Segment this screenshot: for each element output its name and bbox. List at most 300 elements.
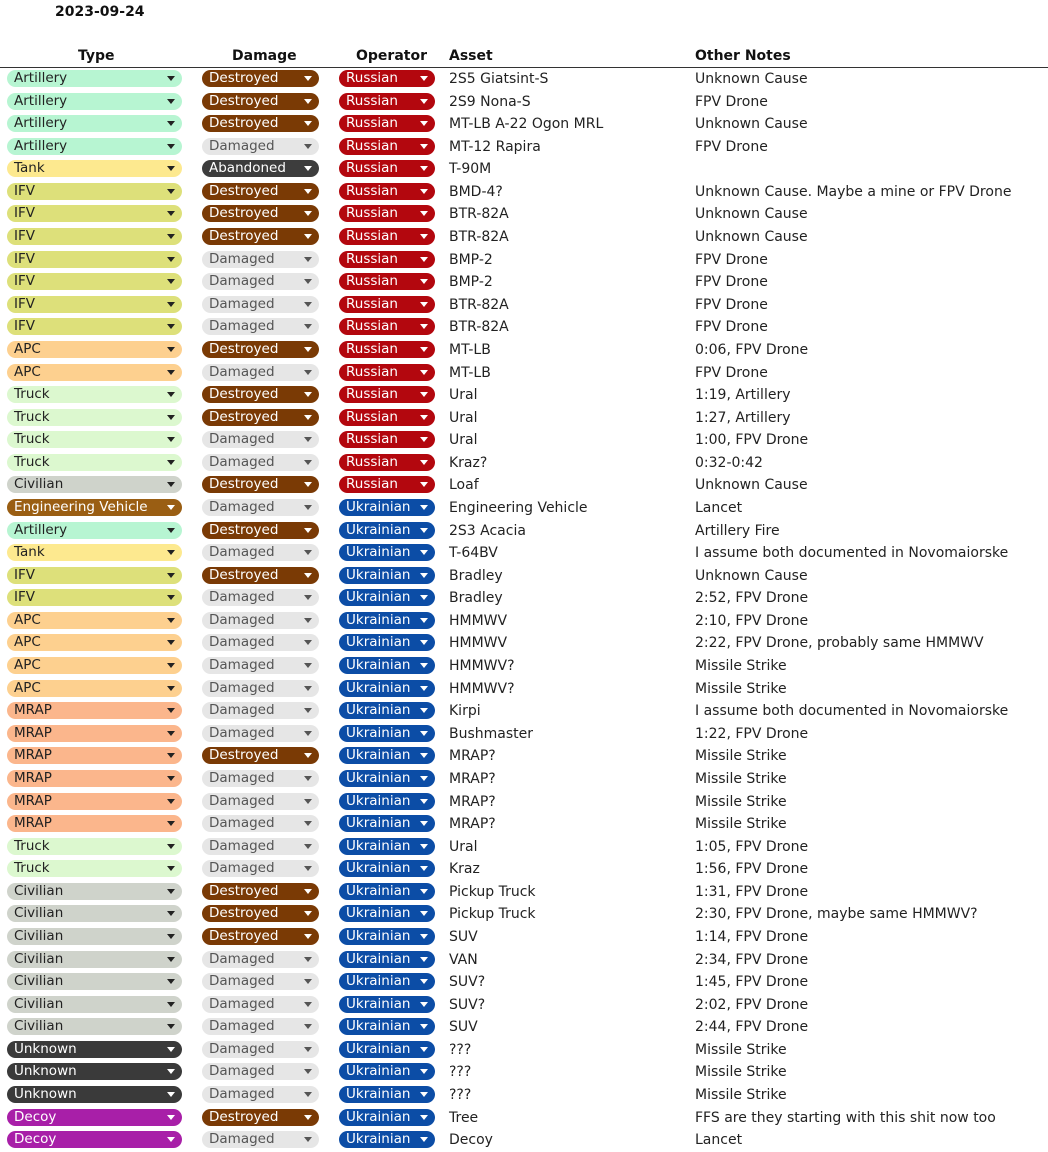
- header-type[interactable]: Type: [78, 48, 115, 64]
- notes-cell[interactable]: 2:30, FPV Drone, maybe same HMMWV?: [695, 906, 978, 923]
- dropdown-arrow-icon[interactable]: [304, 573, 312, 578]
- notes-cell[interactable]: Missile Strike: [695, 770, 787, 787]
- dropdown-arrow-icon[interactable]: [420, 505, 428, 510]
- type-dropdown[interactable]: [7, 702, 182, 719]
- operator-dropdown[interactable]: [339, 1086, 435, 1103]
- asset-cell[interactable]: Pickup Truck: [449, 906, 536, 923]
- damage-dropdown[interactable]: [202, 725, 319, 742]
- dropdown-arrow-icon[interactable]: [304, 482, 312, 487]
- operator-dropdown[interactable]: [339, 612, 435, 629]
- dropdown-arrow-icon[interactable]: [167, 844, 175, 849]
- operator-dropdown[interactable]: [339, 815, 435, 832]
- dropdown-arrow-icon[interactable]: [420, 144, 428, 149]
- damage-dropdown[interactable]: [202, 838, 319, 855]
- notes-cell[interactable]: 2:22, FPV Drone, probably same HMMWV: [695, 635, 984, 652]
- notes-cell[interactable]: Missile Strike: [695, 793, 787, 810]
- notes-cell[interactable]: 1:19, Artillery: [695, 387, 791, 404]
- notes-cell[interactable]: 2:02, FPV Drone: [695, 996, 809, 1013]
- notes-cell[interactable]: Missile Strike: [695, 1041, 787, 1058]
- type-dropdown[interactable]: [7, 770, 182, 787]
- dropdown-arrow-icon[interactable]: [304, 957, 312, 962]
- dropdown-arrow-icon[interactable]: [420, 957, 428, 962]
- operator-dropdown[interactable]: [339, 725, 435, 742]
- notes-cell[interactable]: Missile Strike: [695, 816, 787, 833]
- asset-cell[interactable]: T-90M: [449, 161, 492, 178]
- notes-cell[interactable]: FPV Drone: [695, 364, 768, 381]
- dropdown-arrow-icon[interactable]: [304, 99, 312, 104]
- type-dropdown[interactable]: [7, 499, 182, 516]
- asset-cell[interactable]: MRAP?: [449, 793, 496, 810]
- asset-cell[interactable]: BMP-2: [449, 251, 493, 268]
- dropdown-arrow-icon[interactable]: [167, 324, 175, 329]
- notes-cell[interactable]: 1:31, FPV Drone: [695, 883, 809, 900]
- type-dropdown[interactable]: [7, 431, 182, 448]
- dropdown-arrow-icon[interactable]: [167, 799, 175, 804]
- dropdown-arrow-icon[interactable]: [304, 640, 312, 645]
- dropdown-arrow-icon[interactable]: [420, 1115, 428, 1120]
- damage-dropdown[interactable]: [202, 160, 319, 177]
- dropdown-arrow-icon[interactable]: [420, 437, 428, 442]
- type-dropdown[interactable]: [7, 93, 182, 110]
- dropdown-arrow-icon[interactable]: [420, 550, 428, 555]
- damage-dropdown[interactable]: [202, 612, 319, 629]
- dropdown-arrow-icon[interactable]: [420, 573, 428, 578]
- dropdown-arrow-icon[interactable]: [304, 324, 312, 329]
- asset-cell[interactable]: BTR-82A: [449, 296, 509, 313]
- operator-dropdown[interactable]: [339, 589, 435, 606]
- dropdown-arrow-icon[interactable]: [167, 708, 175, 713]
- dropdown-arrow-icon[interactable]: [167, 550, 175, 555]
- notes-cell[interactable]: 1:27, Artillery: [695, 409, 791, 426]
- asset-cell[interactable]: Ural: [449, 432, 478, 449]
- operator-dropdown[interactable]: [339, 431, 435, 448]
- operator-dropdown[interactable]: [339, 1131, 435, 1148]
- asset-cell[interactable]: T-64BV: [449, 545, 498, 562]
- asset-cell[interactable]: MT-12 Rapira: [449, 138, 541, 155]
- notes-cell[interactable]: Missile Strike: [695, 658, 787, 675]
- damage-dropdown[interactable]: [202, 680, 319, 697]
- type-dropdown[interactable]: [7, 1131, 182, 1148]
- dropdown-arrow-icon[interactable]: [167, 1069, 175, 1074]
- type-dropdown[interactable]: [7, 928, 182, 945]
- asset-cell[interactable]: Kraz?: [449, 454, 488, 471]
- dropdown-arrow-icon[interactable]: [420, 166, 428, 171]
- dropdown-arrow-icon[interactable]: [420, 753, 428, 758]
- dropdown-arrow-icon[interactable]: [167, 302, 175, 307]
- dropdown-arrow-icon[interactable]: [304, 415, 312, 420]
- dropdown-arrow-icon[interactable]: [304, 821, 312, 826]
- notes-cell[interactable]: Unknown Cause: [695, 567, 808, 584]
- dropdown-arrow-icon[interactable]: [304, 979, 312, 984]
- dropdown-arrow-icon[interactable]: [304, 753, 312, 758]
- operator-dropdown[interactable]: [339, 115, 435, 132]
- dropdown-arrow-icon[interactable]: [420, 257, 428, 262]
- dropdown-arrow-icon[interactable]: [304, 708, 312, 713]
- dropdown-arrow-icon[interactable]: [167, 415, 175, 420]
- type-dropdown[interactable]: [7, 747, 182, 764]
- dropdown-arrow-icon[interactable]: [304, 776, 312, 781]
- dropdown-arrow-icon[interactable]: [167, 99, 175, 104]
- operator-dropdown[interactable]: [339, 860, 435, 877]
- dropdown-arrow-icon[interactable]: [304, 1115, 312, 1120]
- dropdown-arrow-icon[interactable]: [167, 753, 175, 758]
- header-damage[interactable]: Damage: [232, 48, 297, 64]
- damage-dropdown[interactable]: [202, 905, 319, 922]
- operator-dropdown[interactable]: [339, 928, 435, 945]
- dropdown-arrow-icon[interactable]: [304, 437, 312, 442]
- dropdown-arrow-icon[interactable]: [167, 731, 175, 736]
- damage-dropdown[interactable]: [202, 318, 319, 335]
- dropdown-arrow-icon[interactable]: [420, 640, 428, 645]
- operator-dropdown[interactable]: [339, 160, 435, 177]
- dropdown-arrow-icon[interactable]: [304, 1047, 312, 1052]
- dropdown-arrow-icon[interactable]: [420, 686, 428, 691]
- type-dropdown[interactable]: [7, 364, 182, 381]
- dropdown-arrow-icon[interactable]: [304, 550, 312, 555]
- asset-cell[interactable]: MRAP?: [449, 748, 496, 765]
- dropdown-arrow-icon[interactable]: [420, 821, 428, 826]
- damage-dropdown[interactable]: [202, 454, 319, 471]
- asset-cell[interactable]: SUV: [449, 1019, 478, 1036]
- operator-dropdown[interactable]: [339, 1109, 435, 1126]
- dropdown-arrow-icon[interactable]: [304, 1092, 312, 1097]
- damage-dropdown[interactable]: [202, 205, 319, 222]
- type-dropdown[interactable]: [7, 183, 182, 200]
- operator-dropdown[interactable]: [339, 793, 435, 810]
- dropdown-arrow-icon[interactable]: [304, 347, 312, 352]
- asset-cell[interactable]: MT-LB A-22 Ogon MRL: [449, 116, 604, 133]
- notes-cell[interactable]: 1:45, FPV Drone: [695, 974, 809, 991]
- operator-dropdown[interactable]: [339, 522, 435, 539]
- notes-cell[interactable]: FFS are they starting with this shit now too: [695, 1109, 996, 1126]
- dropdown-arrow-icon[interactable]: [167, 505, 175, 510]
- asset-cell[interactable]: BMD-4?: [449, 183, 503, 200]
- notes-cell[interactable]: Missile Strike: [695, 680, 787, 697]
- type-dropdown[interactable]: [7, 341, 182, 358]
- dropdown-arrow-icon[interactable]: [304, 144, 312, 149]
- asset-cell[interactable]: MRAP?: [449, 770, 496, 787]
- dropdown-arrow-icon[interactable]: [420, 663, 428, 668]
- notes-cell[interactable]: FPV Drone: [695, 93, 768, 110]
- asset-cell[interactable]: SUV?: [449, 974, 486, 991]
- dropdown-arrow-icon[interactable]: [420, 844, 428, 849]
- operator-dropdown[interactable]: [339, 454, 435, 471]
- damage-dropdown[interactable]: [202, 431, 319, 448]
- dropdown-arrow-icon[interactable]: [167, 934, 175, 939]
- asset-cell[interactable]: Bushmaster: [449, 725, 534, 742]
- asset-cell[interactable]: Ural: [449, 409, 478, 426]
- operator-dropdown[interactable]: [339, 996, 435, 1013]
- dropdown-arrow-icon[interactable]: [304, 392, 312, 397]
- asset-cell[interactable]: MT-LB: [449, 341, 491, 358]
- type-dropdown[interactable]: [7, 476, 182, 493]
- asset-cell[interactable]: BTR-82A: [449, 319, 509, 336]
- dropdown-arrow-icon[interactable]: [167, 189, 175, 194]
- operator-dropdown[interactable]: [339, 205, 435, 222]
- dropdown-arrow-icon[interactable]: [304, 799, 312, 804]
- notes-cell[interactable]: FPV Drone: [695, 138, 768, 155]
- dropdown-arrow-icon[interactable]: [167, 911, 175, 916]
- notes-cell[interactable]: Missile Strike: [695, 1064, 787, 1081]
- dropdown-arrow-icon[interactable]: [304, 889, 312, 894]
- type-dropdown[interactable]: [7, 1086, 182, 1103]
- notes-cell[interactable]: Unknown Cause: [695, 229, 808, 246]
- operator-dropdown[interactable]: [339, 364, 435, 381]
- operator-dropdown[interactable]: [339, 341, 435, 358]
- dropdown-arrow-icon[interactable]: [420, 618, 428, 623]
- damage-dropdown[interactable]: [202, 973, 319, 990]
- asset-cell[interactable]: Ural: [449, 838, 478, 855]
- asset-cell[interactable]: BTR-82A: [449, 206, 509, 223]
- notes-cell[interactable]: Unknown Cause: [695, 477, 808, 494]
- damage-dropdown[interactable]: [202, 115, 319, 132]
- damage-dropdown[interactable]: [202, 1131, 319, 1148]
- notes-cell[interactable]: I assume both documented in Novomaiorske: [695, 545, 1009, 562]
- asset-cell[interactable]: HMMWV: [449, 635, 508, 652]
- operator-dropdown[interactable]: [339, 476, 435, 493]
- damage-dropdown[interactable]: [202, 544, 319, 561]
- damage-dropdown[interactable]: [202, 770, 319, 787]
- header-notes[interactable]: Other Notes: [695, 48, 791, 64]
- type-dropdown[interactable]: [7, 522, 182, 539]
- dropdown-arrow-icon[interactable]: [420, 370, 428, 375]
- operator-dropdown[interactable]: [339, 905, 435, 922]
- dropdown-arrow-icon[interactable]: [167, 234, 175, 239]
- asset-cell[interactable]: Ural: [449, 387, 478, 404]
- damage-dropdown[interactable]: [202, 138, 319, 155]
- notes-cell[interactable]: Unknown Cause: [695, 206, 808, 223]
- dropdown-arrow-icon[interactable]: [420, 415, 428, 420]
- dropdown-arrow-icon[interactable]: [167, 528, 175, 533]
- type-dropdown[interactable]: [7, 634, 182, 651]
- dropdown-arrow-icon[interactable]: [167, 279, 175, 284]
- damage-dropdown[interactable]: [202, 996, 319, 1013]
- dropdown-arrow-icon[interactable]: [167, 144, 175, 149]
- dropdown-arrow-icon[interactable]: [420, 302, 428, 307]
- operator-dropdown[interactable]: [339, 409, 435, 426]
- dropdown-arrow-icon[interactable]: [304, 279, 312, 284]
- dropdown-arrow-icon[interactable]: [167, 392, 175, 397]
- dropdown-arrow-icon[interactable]: [304, 731, 312, 736]
- operator-dropdown[interactable]: [339, 747, 435, 764]
- dropdown-arrow-icon[interactable]: [420, 911, 428, 916]
- type-dropdown[interactable]: [7, 1018, 182, 1035]
- dropdown-arrow-icon[interactable]: [167, 76, 175, 81]
- asset-cell[interactable]: Kirpi: [449, 703, 481, 720]
- notes-cell[interactable]: FPV Drone: [695, 296, 768, 313]
- type-dropdown[interactable]: [7, 251, 182, 268]
- damage-dropdown[interactable]: [202, 1109, 319, 1126]
- notes-cell[interactable]: 2:52, FPV Drone: [695, 590, 809, 607]
- dropdown-arrow-icon[interactable]: [420, 99, 428, 104]
- notes-cell[interactable]: 0:06, FPV Drone: [695, 341, 809, 358]
- dropdown-arrow-icon[interactable]: [420, 979, 428, 984]
- notes-cell[interactable]: 1:22, FPV Drone: [695, 725, 809, 742]
- dropdown-arrow-icon[interactable]: [420, 460, 428, 465]
- type-dropdown[interactable]: [7, 115, 182, 132]
- dropdown-arrow-icon[interactable]: [420, 392, 428, 397]
- operator-dropdown[interactable]: [339, 838, 435, 855]
- dropdown-arrow-icon[interactable]: [420, 121, 428, 126]
- dropdown-arrow-icon[interactable]: [420, 189, 428, 194]
- damage-dropdown[interactable]: [202, 296, 319, 313]
- dropdown-arrow-icon[interactable]: [167, 821, 175, 826]
- dropdown-arrow-icon[interactable]: [167, 460, 175, 465]
- notes-cell[interactable]: Lancet: [695, 499, 743, 516]
- damage-dropdown[interactable]: [202, 1086, 319, 1103]
- notes-cell[interactable]: Unknown Cause: [695, 116, 808, 133]
- dropdown-arrow-icon[interactable]: [167, 889, 175, 894]
- dropdown-arrow-icon[interactable]: [304, 934, 312, 939]
- type-dropdown[interactable]: [7, 454, 182, 471]
- type-dropdown[interactable]: [7, 996, 182, 1013]
- dropdown-arrow-icon[interactable]: [167, 1137, 175, 1142]
- dropdown-arrow-icon[interactable]: [420, 211, 428, 216]
- dropdown-arrow-icon[interactable]: [304, 302, 312, 307]
- dropdown-arrow-icon[interactable]: [304, 234, 312, 239]
- operator-dropdown[interactable]: [339, 70, 435, 87]
- dropdown-arrow-icon[interactable]: [420, 776, 428, 781]
- damage-dropdown[interactable]: [202, 589, 319, 606]
- dropdown-arrow-icon[interactable]: [167, 211, 175, 216]
- dropdown-arrow-icon[interactable]: [167, 866, 175, 871]
- damage-dropdown[interactable]: [202, 747, 319, 764]
- notes-cell[interactable]: 2:34, FPV Drone: [695, 951, 809, 968]
- notes-cell[interactable]: 2:10, FPV Drone: [695, 612, 809, 629]
- type-dropdown[interactable]: [7, 70, 182, 87]
- damage-dropdown[interactable]: [202, 522, 319, 539]
- type-dropdown[interactable]: [7, 409, 182, 426]
- dropdown-arrow-icon[interactable]: [304, 663, 312, 668]
- dropdown-arrow-icon[interactable]: [304, 505, 312, 510]
- dropdown-arrow-icon[interactable]: [167, 121, 175, 126]
- asset-cell[interactable]: 2S3 Acacia: [449, 522, 526, 539]
- asset-cell[interactable]: ???: [449, 1087, 472, 1104]
- notes-cell[interactable]: 1:05, FPV Drone: [695, 838, 809, 855]
- dropdown-arrow-icon[interactable]: [167, 663, 175, 668]
- dropdown-arrow-icon[interactable]: [167, 347, 175, 352]
- operator-dropdown[interactable]: [339, 770, 435, 787]
- type-dropdown[interactable]: [7, 296, 182, 313]
- asset-cell[interactable]: 2S5 Giatsint-S: [449, 71, 549, 87]
- dropdown-arrow-icon[interactable]: [304, 866, 312, 871]
- damage-dropdown[interactable]: [202, 1041, 319, 1058]
- notes-cell[interactable]: 0:32-0:42: [695, 454, 763, 471]
- dropdown-arrow-icon[interactable]: [420, 1137, 428, 1142]
- damage-dropdown[interactable]: [202, 860, 319, 877]
- dropdown-arrow-icon[interactable]: [304, 121, 312, 126]
- dropdown-arrow-icon[interactable]: [167, 1047, 175, 1052]
- dropdown-arrow-icon[interactable]: [420, 1069, 428, 1074]
- dropdown-arrow-icon[interactable]: [420, 482, 428, 487]
- notes-cell[interactable]: Unknown Cause: [695, 71, 808, 87]
- dropdown-arrow-icon[interactable]: [304, 1069, 312, 1074]
- type-dropdown[interactable]: [7, 138, 182, 155]
- notes-cell[interactable]: 2:44, FPV Drone: [695, 1019, 809, 1036]
- asset-cell[interactable]: BMP-2: [449, 274, 493, 291]
- asset-cell[interactable]: SUV: [449, 928, 478, 945]
- dropdown-arrow-icon[interactable]: [420, 866, 428, 871]
- damage-dropdown[interactable]: [202, 341, 319, 358]
- damage-dropdown[interactable]: [202, 634, 319, 651]
- damage-dropdown[interactable]: [202, 251, 319, 268]
- dropdown-arrow-icon[interactable]: [304, 460, 312, 465]
- dropdown-arrow-icon[interactable]: [167, 640, 175, 645]
- type-dropdown[interactable]: [7, 1109, 182, 1126]
- notes-cell[interactable]: 1:56, FPV Drone: [695, 861, 809, 878]
- notes-cell[interactable]: FPV Drone: [695, 274, 768, 291]
- damage-dropdown[interactable]: [202, 70, 319, 87]
- dropdown-arrow-icon[interactable]: [167, 166, 175, 171]
- damage-dropdown[interactable]: [202, 476, 319, 493]
- dropdown-arrow-icon[interactable]: [304, 1002, 312, 1007]
- dropdown-arrow-icon[interactable]: [420, 76, 428, 81]
- dropdown-arrow-icon[interactable]: [420, 347, 428, 352]
- dropdown-arrow-icon[interactable]: [304, 686, 312, 691]
- asset-cell[interactable]: Loaf: [449, 477, 479, 494]
- dropdown-arrow-icon[interactable]: [167, 1115, 175, 1120]
- operator-dropdown[interactable]: [339, 657, 435, 674]
- operator-dropdown[interactable]: [339, 183, 435, 200]
- asset-cell[interactable]: ???: [449, 1041, 472, 1058]
- type-dropdown[interactable]: [7, 228, 182, 245]
- dropdown-arrow-icon[interactable]: [167, 482, 175, 487]
- damage-dropdown[interactable]: [202, 883, 319, 900]
- operator-dropdown[interactable]: [339, 273, 435, 290]
- asset-cell[interactable]: Bradley: [449, 590, 503, 607]
- notes-cell[interactable]: FPV Drone: [695, 251, 768, 268]
- damage-dropdown[interactable]: [202, 815, 319, 832]
- asset-cell[interactable]: Kraz: [449, 861, 480, 878]
- dropdown-arrow-icon[interactable]: [304, 189, 312, 194]
- damage-dropdown[interactable]: [202, 928, 319, 945]
- dropdown-arrow-icon[interactable]: [420, 1024, 428, 1029]
- type-dropdown[interactable]: [7, 160, 182, 177]
- operator-dropdown[interactable]: [339, 634, 435, 651]
- notes-cell[interactable]: Unknown Cause. Maybe a mine or FPV Drone: [695, 183, 1012, 200]
- dropdown-arrow-icon[interactable]: [304, 257, 312, 262]
- notes-cell[interactable]: I assume both documented in Novomaiorske: [695, 703, 1009, 720]
- type-dropdown[interactable]: [7, 386, 182, 403]
- dropdown-arrow-icon[interactable]: [167, 979, 175, 984]
- notes-cell[interactable]: Missile Strike: [695, 748, 787, 765]
- dropdown-arrow-icon[interactable]: [420, 934, 428, 939]
- type-dropdown[interactable]: [7, 860, 182, 877]
- type-dropdown[interactable]: [7, 951, 182, 968]
- operator-dropdown[interactable]: [339, 296, 435, 313]
- dropdown-arrow-icon[interactable]: [420, 234, 428, 239]
- type-dropdown[interactable]: [7, 205, 182, 222]
- dropdown-arrow-icon[interactable]: [304, 76, 312, 81]
- damage-dropdown[interactable]: [202, 409, 319, 426]
- operator-dropdown[interactable]: [339, 1018, 435, 1035]
- damage-dropdown[interactable]: [202, 793, 319, 810]
- damage-dropdown[interactable]: [202, 228, 319, 245]
- asset-cell[interactable]: 2S9 Nona-S: [449, 93, 531, 110]
- dropdown-arrow-icon[interactable]: [304, 370, 312, 375]
- dropdown-arrow-icon[interactable]: [420, 528, 428, 533]
- notes-cell[interactable]: Artillery Fire: [695, 522, 780, 539]
- type-dropdown[interactable]: [7, 838, 182, 855]
- asset-cell[interactable]: BTR-82A: [449, 229, 509, 246]
- dropdown-arrow-icon[interactable]: [420, 595, 428, 600]
- type-dropdown[interactable]: [7, 883, 182, 900]
- dropdown-arrow-icon[interactable]: [420, 324, 428, 329]
- damage-dropdown[interactable]: [202, 702, 319, 719]
- dropdown-arrow-icon[interactable]: [167, 437, 175, 442]
- type-dropdown[interactable]: [7, 680, 182, 697]
- dropdown-arrow-icon[interactable]: [304, 528, 312, 533]
